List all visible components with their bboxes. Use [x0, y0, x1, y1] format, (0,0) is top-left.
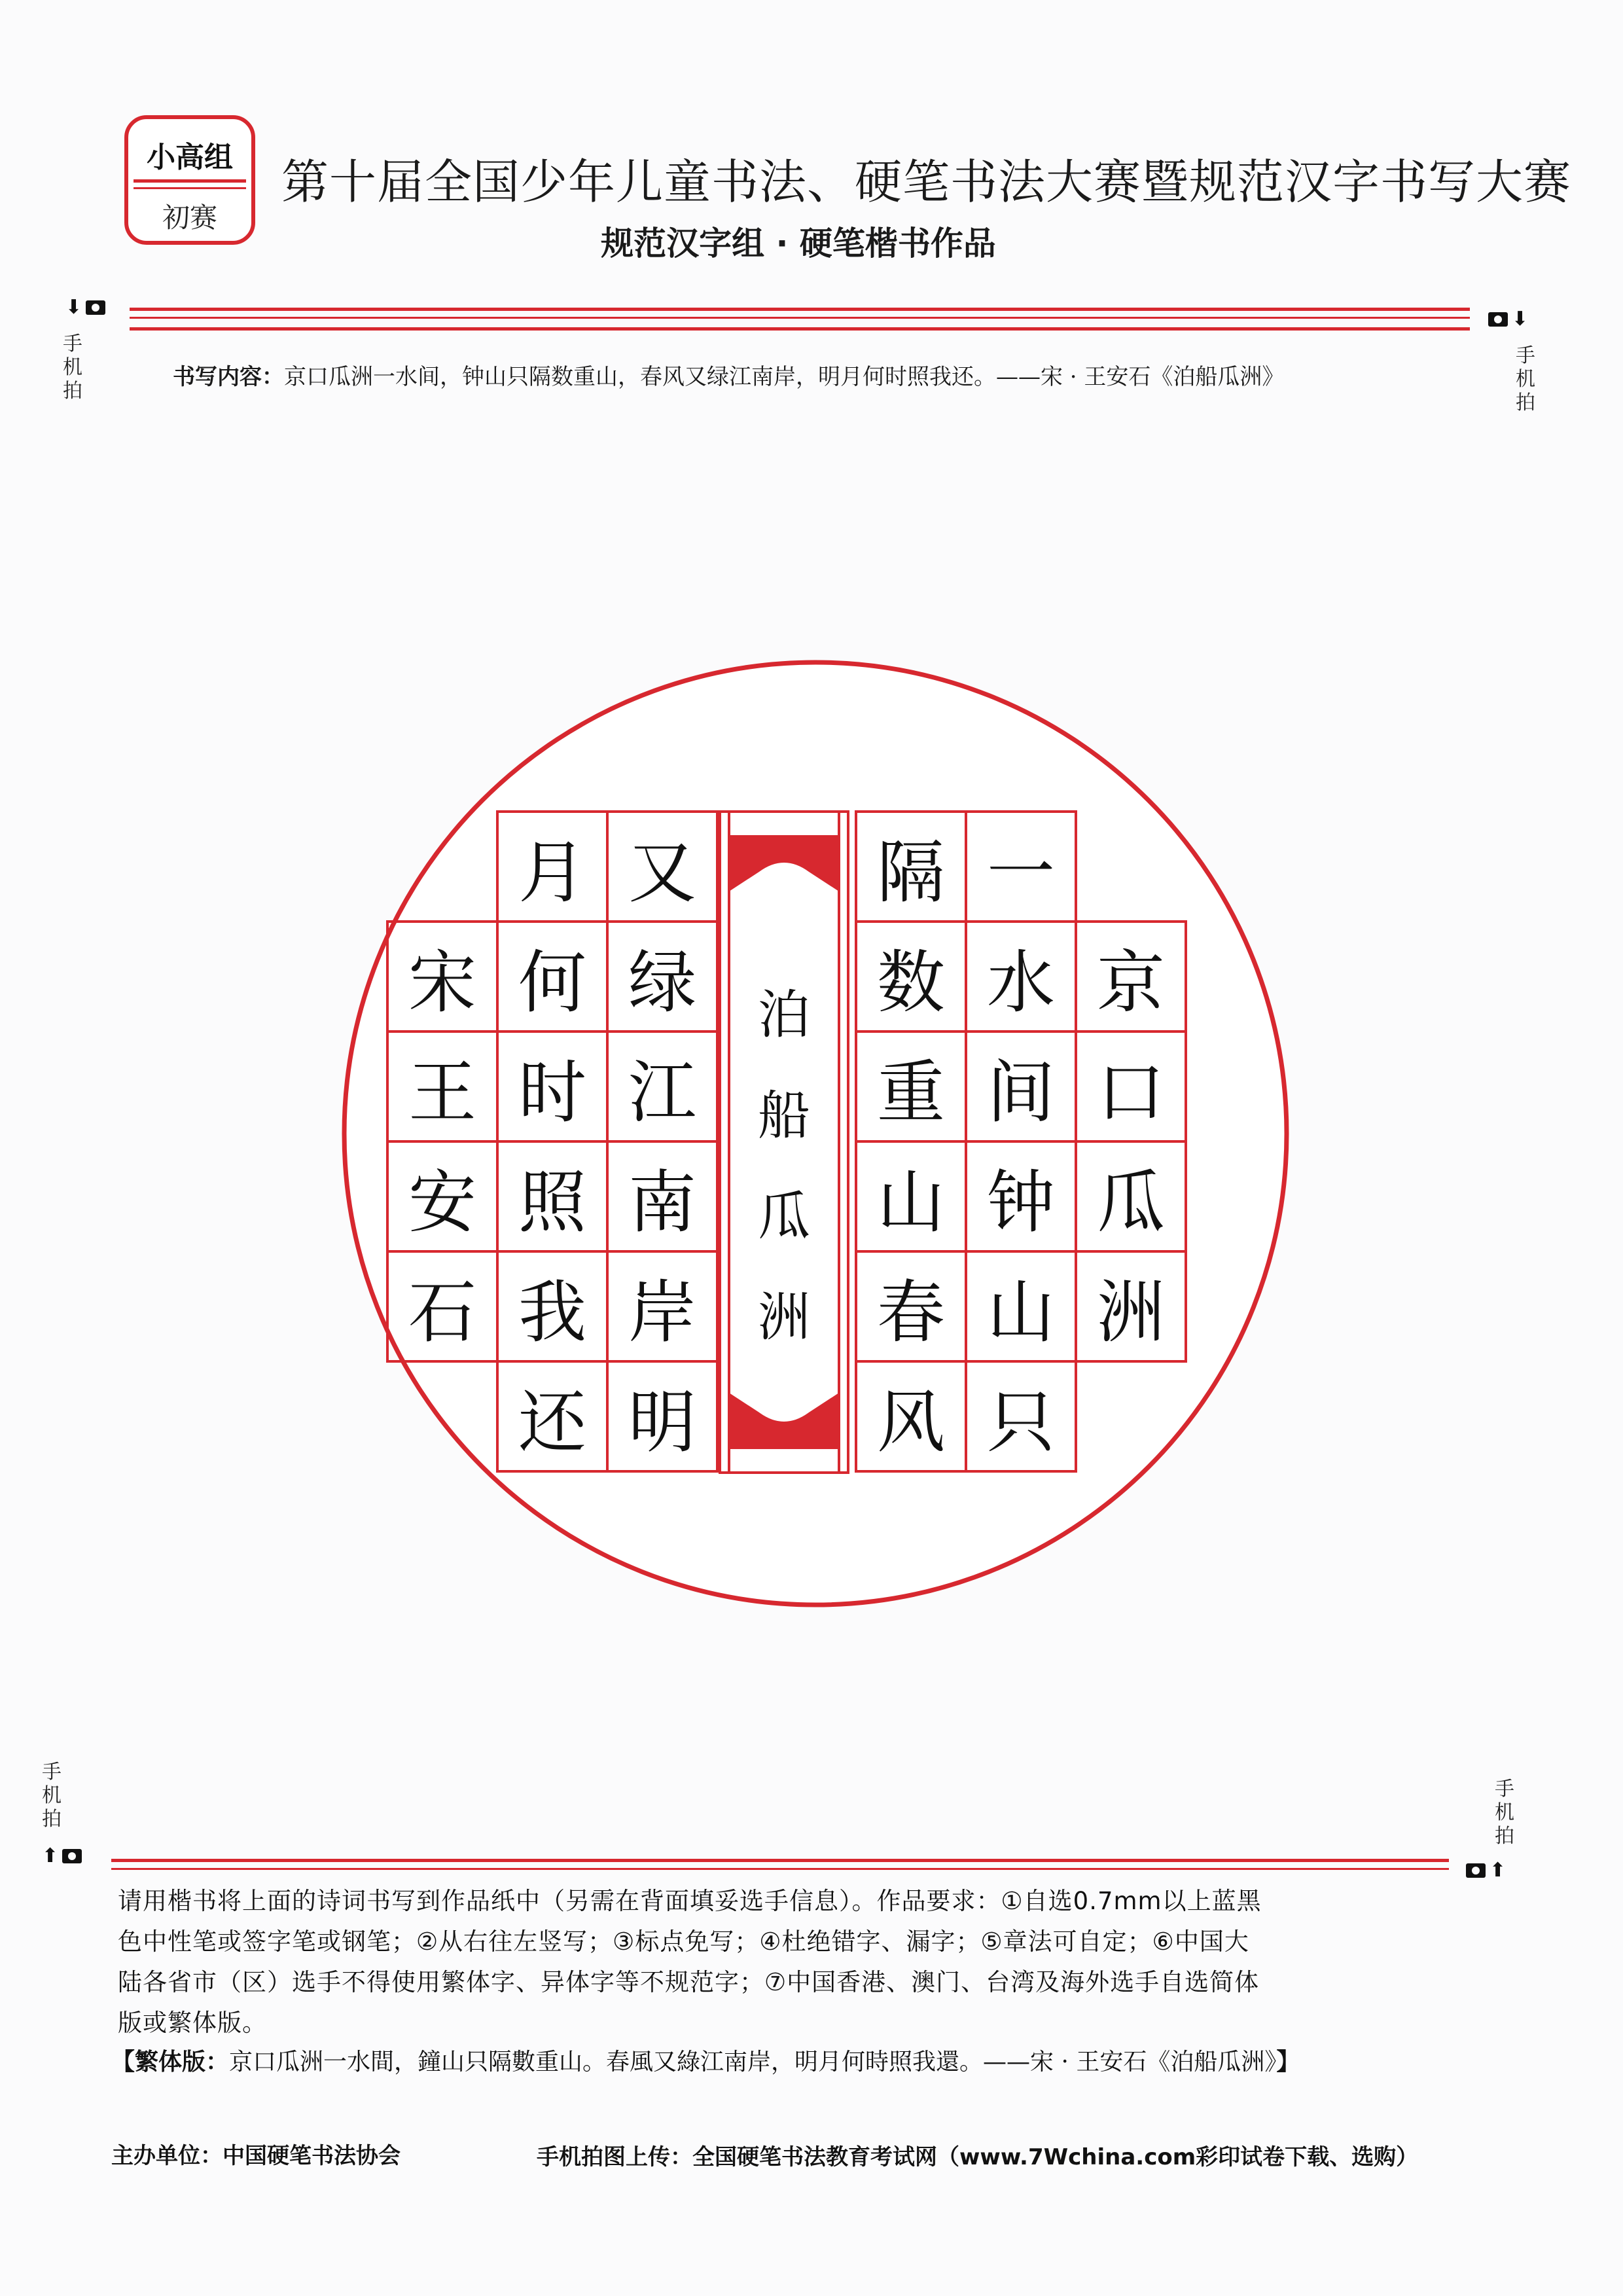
artwork-title-character: 洲 [758, 1287, 810, 1348]
bottom-rule [111, 1859, 1449, 1862]
upload-info: 手机拍图上传：全国硬笔书法教育考试网（www.7Wchina.com彩印试卷下载、选购） [537, 2144, 1419, 2170]
artwork-character: 岸 [628, 1272, 696, 1352]
bottom-rule-thin [111, 1868, 1449, 1870]
artwork-character: 明 [628, 1382, 696, 1462]
artwork-character: 我 [518, 1272, 586, 1352]
artwork-character: 风 [876, 1382, 945, 1462]
phone-shot-text: 手机拍 [1495, 1778, 1514, 1848]
instruction-line: 请用楷书将上面的诗词书写到作品纸中（另需在背面填妥选手信息）。作品要求：①自选0.7mm以上蓝黑 [118, 1887, 1262, 1915]
artwork-character: 照 [518, 1162, 586, 1242]
instruction-line: 陆各省市（区）选手不得使用繁体字、异体字等不规范字；⑦中国香港、澳门、台湾及海外选手自选简体 [118, 1968, 1260, 1996]
artwork-character: 重 [876, 1052, 945, 1132]
artwork-character: 瓜 [1096, 1162, 1165, 1242]
instruction-line: 色中性笔或签字笔或钢笔；②从右往左竖写；③标点免写；④杜绝错字、漏字；⑤章法可自定；⑥中国大 [118, 1928, 1249, 1956]
traditional-version [111, 2043, 1486, 2077]
writing-content-label: 书写内容： [173, 364, 284, 390]
artwork-title-character: 船 [758, 1085, 810, 1146]
artwork-character: 宋 [408, 942, 476, 1022]
phone-shot-text: 手机拍 [63, 332, 82, 403]
artwork-character: 春 [876, 1272, 945, 1352]
traditional-close-bracket: 】 [1276, 2049, 1300, 2075]
artwork-character: 山 [876, 1162, 945, 1242]
phone-shot-label-bottom-right [1495, 1778, 1514, 1848]
artwork-title-character: 泊 [758, 984, 810, 1045]
artwork-character: 江 [628, 1052, 696, 1132]
artwork-character: 山 [986, 1272, 1055, 1352]
artwork-character: 何 [518, 942, 586, 1022]
artwork-character: 隔 [876, 833, 945, 912]
phone-shot-text: 手机拍 [1516, 344, 1535, 414]
artwork-character: 一 [986, 833, 1055, 912]
artwork-character: 安 [408, 1162, 476, 1242]
traditional-open-bracket: 【 [111, 2049, 135, 2075]
camera-icon [1466, 1863, 1486, 1878]
page-title: 第十届全国少年儿童书法、硬笔书法大赛暨规范汉字书写大赛 [281, 154, 1572, 209]
instructions [118, 1881, 1453, 2043]
artwork-character: 只 [986, 1382, 1055, 1462]
artwork-character: 间 [986, 1052, 1055, 1132]
artwork-character: 又 [628, 833, 696, 912]
artwork-character: 数 [876, 942, 945, 1022]
badge-stage-label: 初赛 [162, 202, 217, 234]
artwork-character: 水 [986, 942, 1055, 1022]
artwork-character: 石 [408, 1272, 476, 1352]
camera-icon [62, 1849, 82, 1863]
camera-marker-bottom-right [1466, 1859, 1506, 1882]
page-subtitle: 规范汉字组 · 硬笔楷书作品 [601, 224, 996, 262]
artwork-character: 洲 [1096, 1272, 1165, 1352]
organizer: 主办单位：中国硬笔书法协会 [111, 2143, 401, 2169]
badge-group-label: 小高组 [147, 141, 233, 174]
camera-marker-bottom-left [42, 1844, 82, 1867]
traditional-label: 繁体版： [135, 2049, 230, 2075]
artwork-character: 钟 [986, 1162, 1055, 1242]
phone-shot-label-bottom-left [42, 1761, 62, 1831]
writing-content-text: 京口瓜洲一水间，钟山只隔数重山，春风又绿江南岸，明月何时照我还。——宋 · 王安石《泊船瓜洲》 [284, 364, 1285, 390]
artwork-character: 口 [1096, 1052, 1165, 1132]
artwork-character: 王 [408, 1052, 476, 1132]
artwork-character: 月 [518, 833, 586, 912]
artwork-character: 南 [628, 1162, 696, 1242]
arrow-down-icon: ⬇ [65, 296, 82, 319]
arrow-up-icon: ⬆ [42, 1844, 59, 1867]
instruction-line: 版或繁体版。 [118, 2009, 267, 2037]
traditional-text: 京口瓜洲一水間，鐘山只隔數重山。春風又綠江南岸，明月何時照我還。——宋 · 王安石《泊船瓜洲》 [229, 2049, 1277, 2075]
artwork-title-character: 瓜 [758, 1186, 810, 1247]
artwork-character: 京 [1096, 942, 1165, 1022]
phone-shot-text: 手机拍 [42, 1761, 62, 1831]
arrow-down-icon: ⬇ [1512, 308, 1529, 331]
artwork-character: 时 [518, 1052, 586, 1132]
arrow-up-icon: ⬆ [1489, 1859, 1507, 1882]
artwork-character: 绿 [628, 942, 696, 1022]
artwork-character: 还 [518, 1382, 586, 1462]
